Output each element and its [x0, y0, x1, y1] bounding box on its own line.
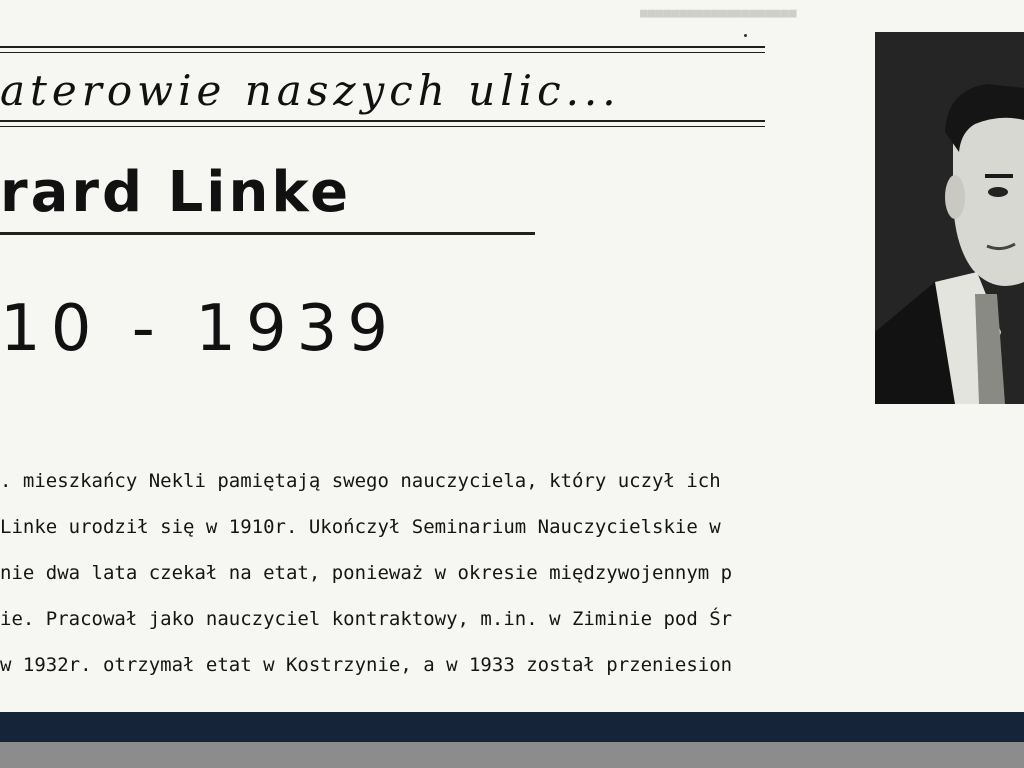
scanner-edge-band	[0, 712, 1024, 742]
scanner-bed	[0, 742, 1024, 768]
body-line: w 1932r. otrzymał etat w Kostrzynie, a w 1933 został przeniesion	[0, 654, 733, 676]
top-rule-secondary	[0, 52, 765, 53]
body-line: ie. Pracował jako nauczyciel kontraktowy, m.in. w Ziminie pod Śr	[0, 608, 733, 630]
dust-speck	[744, 34, 747, 37]
series-underline	[0, 120, 765, 122]
body-line: nie dwa lata czekał na etat, ponieważ w okresie międzywojennym p	[0, 562, 733, 584]
person-name: rard Linke	[0, 160, 352, 225]
series-underline-secondary	[0, 126, 765, 127]
top-rule	[0, 46, 765, 48]
bleed-through-text: ■■■■■■■■■■■■■■■■■■■■	[640, 6, 797, 21]
portrait-photo-icon	[875, 32, 1024, 404]
series-title: aterowie naszych ulic...	[0, 66, 621, 115]
body-line: Linke urodził się w 1910r. Ukończył Seminarium Nauczycielskie w	[0, 516, 721, 538]
portrait-photo	[875, 32, 1024, 404]
name-underline	[0, 232, 535, 235]
body-line: . mieszkańcy Nekli pamiętają swego nauczyciela, który uczył ich	[0, 470, 721, 492]
article-body	[0, 458, 1024, 688]
life-years: 10 - 1939	[0, 292, 399, 366]
